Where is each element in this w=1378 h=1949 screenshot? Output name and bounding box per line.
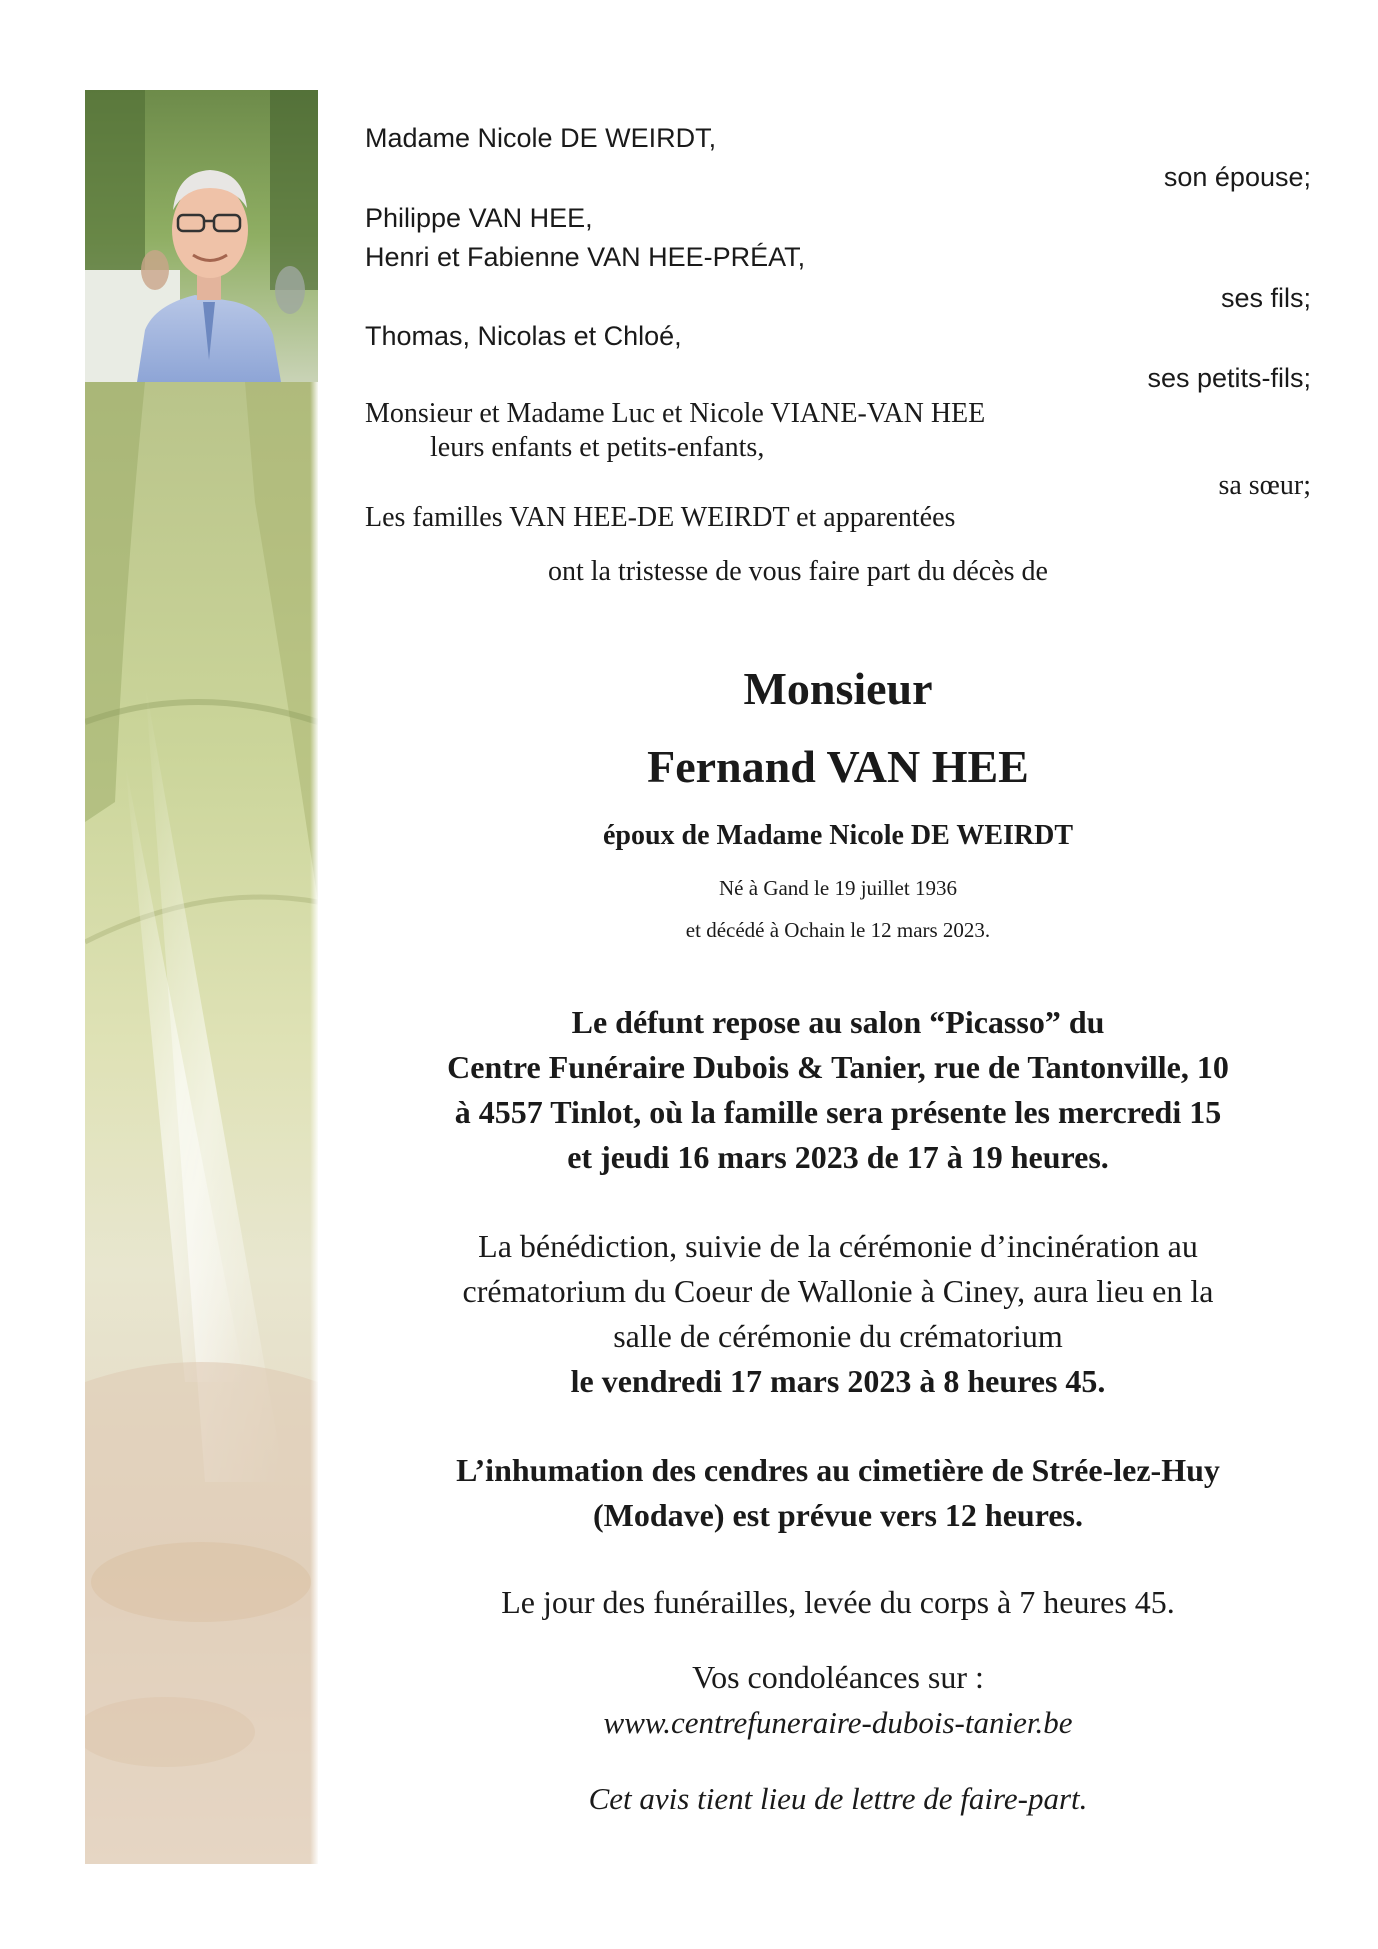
- forest-path-image: [85, 382, 318, 1864]
- ceremony-line-3: salle de cérémonie du crématorium: [613, 1318, 1063, 1354]
- viewing-line-3: à 4557 Tinlot, où la famille sera présente les mercredi 15: [454, 1094, 1222, 1130]
- family-son-1: Philippe VAN HEE,: [365, 203, 593, 233]
- viewing-line-1: Le défunt repose au salon “Picasso” du: [571, 1004, 1105, 1040]
- viewing-line-4: et jeudi 16 mars 2023 de 17 à 19 heures.: [567, 1139, 1109, 1175]
- death-info: et décédé à Ochain le 12 mars 2023.: [685, 918, 991, 942]
- family-sister-children: leurs enfants et petits-enfants,: [430, 432, 765, 463]
- family-relatives: Les familles VAN HEE-DE WEIRDT et apparentées: [365, 502, 956, 533]
- family-sister: Monsieur et Madame Luc et Nicole VIANE-VAN HEE: [365, 398, 986, 429]
- footer-note: Cet avis tient lieu de lettre de faire-part.: [588, 1781, 1088, 1816]
- levee-info: Le jour des funérailles, levée du corps à 7 heures 45.: [501, 1584, 1175, 1620]
- side-photo-strip: [85, 90, 318, 1864]
- family-role-sister: sa sœur;: [1218, 470, 1311, 501]
- deceased-title: Monsieur: [743, 663, 933, 714]
- family-role-sons: ses fils;: [1220, 283, 1311, 313]
- condolences-label: Vos condoléances sur :: [692, 1659, 984, 1695]
- family-son-2: Henri et Fabienne VAN HEE-PRÉAT,: [365, 242, 806, 272]
- birth-info: Né à Gand le 19 juillet 1936: [719, 876, 957, 900]
- portrait-photo: [85, 90, 318, 382]
- burial-line-2: (Modave) est prévue vers 12 heures.: [593, 1497, 1083, 1533]
- deceased-spouse: époux de Madame Nicole DE WEIRDT: [602, 820, 1074, 851]
- announcement-text: ont la tristesse de vous faire part du décès de: [548, 556, 1048, 587]
- deceased-name: Fernand VAN HEE: [647, 741, 1029, 792]
- ceremony-line-2: crématorium du Coeur de Wallonie à Ciney, aura lieu en la: [462, 1273, 1214, 1309]
- burial-line-1: L’inhumation des cendres au cimetière de Strée-lez-Huy: [456, 1452, 1220, 1488]
- ceremony-line-1: La bénédiction, suivie de la cérémonie d’incinération au: [478, 1228, 1198, 1264]
- family-spouse-name: Madame Nicole DE WEIRDT,: [365, 123, 717, 153]
- ceremony-date: le vendredi 17 mars 2023 à 8 heures 45.: [570, 1363, 1106, 1399]
- family-grandsons: Thomas, Nicolas et Chloé,: [365, 321, 682, 351]
- family-role-spouse: son épouse;: [1163, 162, 1311, 192]
- image-fade-edge: [310, 382, 318, 1864]
- condolences-url[interactable]: www.centrefuneraire-dubois-tanier.be: [603, 1705, 1073, 1740]
- viewing-line-2: Centre Funéraire Dubois & Tanier, rue de Tantonville, 10: [447, 1049, 1229, 1085]
- family-role-grandsons: ses petits-fils;: [1147, 363, 1311, 393]
